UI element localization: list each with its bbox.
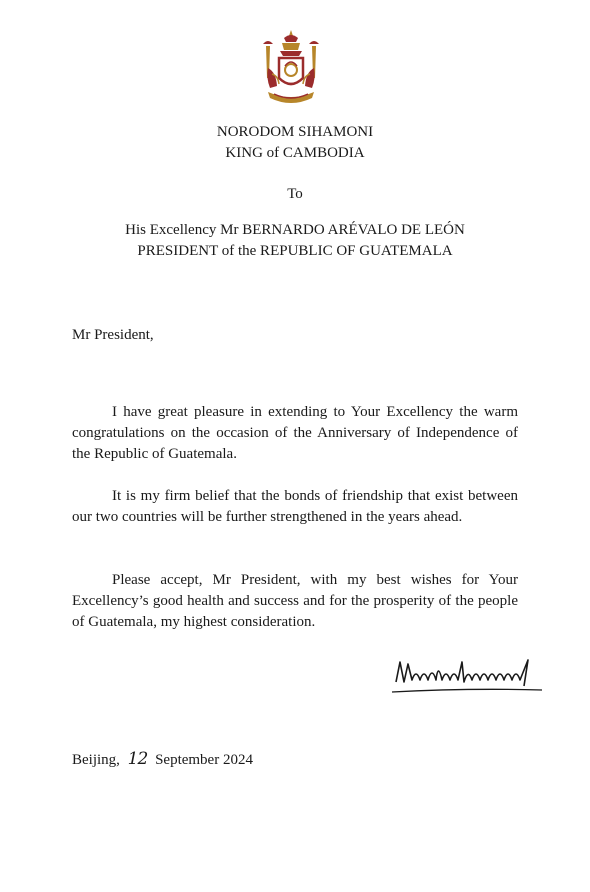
handwritten-signature-icon [388,652,546,700]
to-label: To [287,186,303,202]
dateline-day: 12 [127,749,148,769]
dateline-place: Beijing, [72,752,120,768]
dateline [72,749,253,771]
sender-name: NORODOM SIHAMONI [216,124,374,140]
salutation: Mr President, [72,327,154,343]
recipient-line-2: PRESIDENT of the REPUBLIC OF GUATEMALA [137,243,453,259]
recipient-line-1: His Excellency Mr BERNARDO ARÉVALO DE LEÓN [125,222,465,238]
royal-coat-of-arms-icon [258,28,324,110]
body-paragraph-2: It is my firm belief that the bonds of friendship that exist between our two countries will be further strengthened in the years ahead. [72,488,518,525]
body-paragraph-3: Please accept, Mr President, with my best wishes for Your Excellency’s good health and success and for the prosperity of the people of Guatemala, my highest consideration. [72,572,518,630]
recipient-block [0,220,590,262]
body-paragraph-1: I have great pleasure in extending to Your Excellency the warm congratulations on the occasion of the Anniversary of Independence of the Republic of Guatemala. [72,404,518,462]
sender-block [0,122,590,164]
sender-title: KING of CAMBODIA [225,145,365,161]
dateline-month-year: September 2024 [155,752,253,768]
